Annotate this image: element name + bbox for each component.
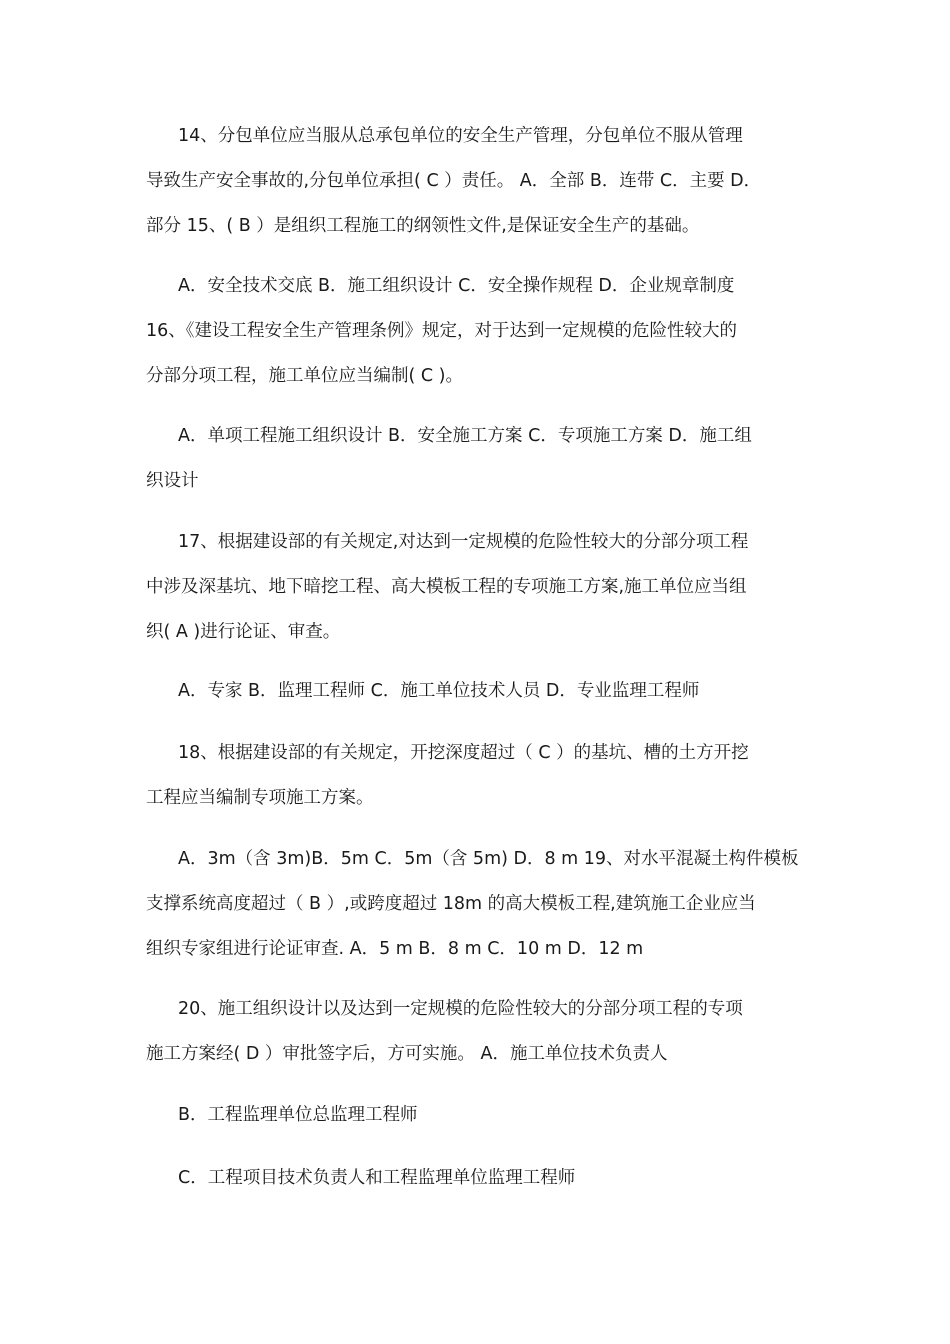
text-line: A．专家 B．监理工程师 C．施工单位技术人员 D．专业监理工程师	[178, 681, 700, 701]
text-line: C．工程项目技术负责人和工程监理单位监理工程师	[178, 1168, 576, 1188]
text-line: 织( A )进行论证、审查。	[146, 622, 341, 642]
text-line: 20、施工组织设计以及达到一定规模的危险性较大的分部分项工程的专项	[178, 999, 743, 1019]
question-16-options	[146, 414, 816, 504]
text-line: 部分 15、( B ）是组织工程施工的纲领性文件,是保证安全生产的基础。	[146, 216, 700, 236]
text-line: 17、根据建设部的有关规定,对达到一定规模的危险性较大的分部分项工程	[178, 532, 749, 552]
question-14-15	[146, 114, 816, 249]
text-line: 中涉及深基坑、地下暗挖工程、高大模板工程的专项施工方案,施工单位应当组	[146, 577, 747, 597]
text-line: 14、分包单位应当服从总承包单位的安全生产管理，分包单位不服从管理	[178, 126, 743, 146]
text-line: 组织专家组进行论证审查. A．5 m B．8 m C．10 m D．12 m	[146, 939, 644, 959]
text-line: 分部分项工程，施工单位应当编制( C )。	[146, 366, 463, 386]
question-15-options-16	[146, 264, 816, 399]
question-18-options-19	[146, 837, 816, 972]
question-20-option-b	[146, 1093, 816, 1138]
question-17-options	[146, 669, 816, 714]
question-20-option-c	[146, 1156, 816, 1201]
text-line: 支撑系统高度超过（ B ）,或跨度超过 18m 的高大模板工程,建筑施工企业应当	[146, 894, 756, 914]
text-line: B．工程监理单位总监理工程师	[178, 1105, 418, 1125]
text-line: A．安全技术交底 B．施工组织设计 C．安全操作规程 D．企业规章制度	[178, 276, 735, 296]
text-line: A．单项工程施工组织设计 B．安全施工方案 C．专项施工方案 D．施工组	[178, 426, 752, 446]
text-line: 导致生产安全事故的,分包单位承担( C ）责任。 A．全部 B．连带 C．主要 D．	[146, 171, 762, 191]
text-line: 织设计	[146, 471, 199, 491]
question-17	[146, 520, 816, 655]
text-line: 18、根据建设部的有关规定，开挖深度超过（ C ）的基坑、槽的土方开挖	[178, 743, 749, 763]
text-line: 16、《建设工程安全生产管理条例》规定，对于达到一定规模的危险性较大的	[146, 321, 738, 341]
question-20	[146, 987, 816, 1077]
question-18	[146, 731, 816, 821]
text-line: 工程应当编制专项施工方案。	[146, 788, 374, 808]
text-line: 施工方案经( D ）审批签字后，方可实施。 A．施工单位技术负责人	[146, 1044, 668, 1064]
text-line: A．3m（含 3m)B．5m C．5m（含 5m) D．8 m 19、对水平混凝土构件模板	[178, 849, 799, 869]
